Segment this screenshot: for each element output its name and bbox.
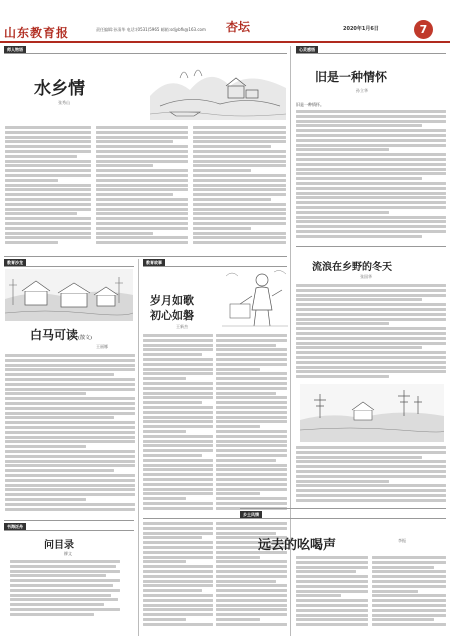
article-byline: 孙立华 (356, 88, 368, 93)
header-rule (0, 41, 450, 43)
article-column (372, 556, 446, 632)
article-title-years-song: 岁月如歌 (150, 294, 194, 307)
article-byline: 柳文 (64, 551, 72, 556)
issue-date: 2020年1月6日 (343, 26, 379, 32)
editor-info: 责任编辑:孙清华 电话:(0531)5965 邮箱:sdjybfk@163.com (96, 27, 206, 32)
snow-village-illustration (5, 269, 133, 321)
article-column (5, 126, 91, 252)
article-column (143, 522, 213, 632)
teacher-sketch-illustration (222, 268, 288, 330)
catalog-list (10, 560, 130, 632)
article-column (5, 354, 135, 516)
section-tag: 教育故事 (143, 259, 165, 266)
article-quote: 旧是一种情怀。 (296, 102, 324, 107)
article-byline: 李振 (398, 538, 406, 543)
section-bar-mid-right (143, 259, 287, 267)
section-tag: 心灵感悟 (296, 46, 318, 53)
section-tag: 书海泛舟 (4, 523, 26, 530)
landscape-illustration (150, 56, 286, 120)
article-column (296, 446, 446, 506)
article-title-water-town: 水乡情 (34, 79, 85, 99)
article-byline: 张秀山 (58, 100, 70, 105)
article-column (296, 556, 368, 632)
column-divider (138, 259, 139, 636)
title-suffix: (散文) (78, 335, 92, 341)
article-column (143, 334, 213, 514)
section-bar-bottom-left (4, 523, 134, 531)
article-byline: 王新杰 (176, 324, 188, 329)
section-bar-top-left (4, 46, 287, 54)
article-title-years-song-line2: 初心如磐 (150, 309, 194, 322)
section-tag: 师人物语 (4, 46, 26, 53)
article-title-catalog: 问目录 (44, 540, 74, 551)
page-header (0, 0, 450, 44)
section-bar-mid-left (4, 259, 134, 267)
article-column (96, 126, 188, 252)
article-column (296, 100, 446, 240)
newspaper-logo: 山东教育报 (4, 26, 70, 40)
section-bar-bottom-right (240, 511, 446, 519)
article-title-fading-calls: 远去的吆喝声 (258, 538, 337, 553)
article-title-white-horse (30, 326, 92, 343)
section-title: 杏坛 (225, 20, 250, 34)
article-column (193, 126, 286, 252)
section-divider (4, 520, 134, 521)
winter-landscape-illustration (300, 384, 444, 442)
article-byline: 王丽娜 (96, 344, 108, 349)
section-tag: 乡土风情 (240, 511, 262, 518)
article-byline: 张国华 (360, 274, 372, 279)
article-title-winter-countryside: 流浪在乡野的冬天 (312, 262, 392, 273)
article-column (296, 284, 446, 382)
page-number-badge: 7 (414, 20, 433, 39)
article-column (216, 334, 287, 514)
title-text: 白马可读 (30, 328, 79, 342)
section-divider (296, 246, 446, 247)
section-tag: 教育沙龙 (4, 259, 26, 266)
section-divider (4, 256, 287, 257)
article-title-nostalgia: 旧是一种情怀 (315, 70, 388, 84)
section-divider (240, 508, 446, 509)
section-bar-top-right (296, 46, 446, 54)
